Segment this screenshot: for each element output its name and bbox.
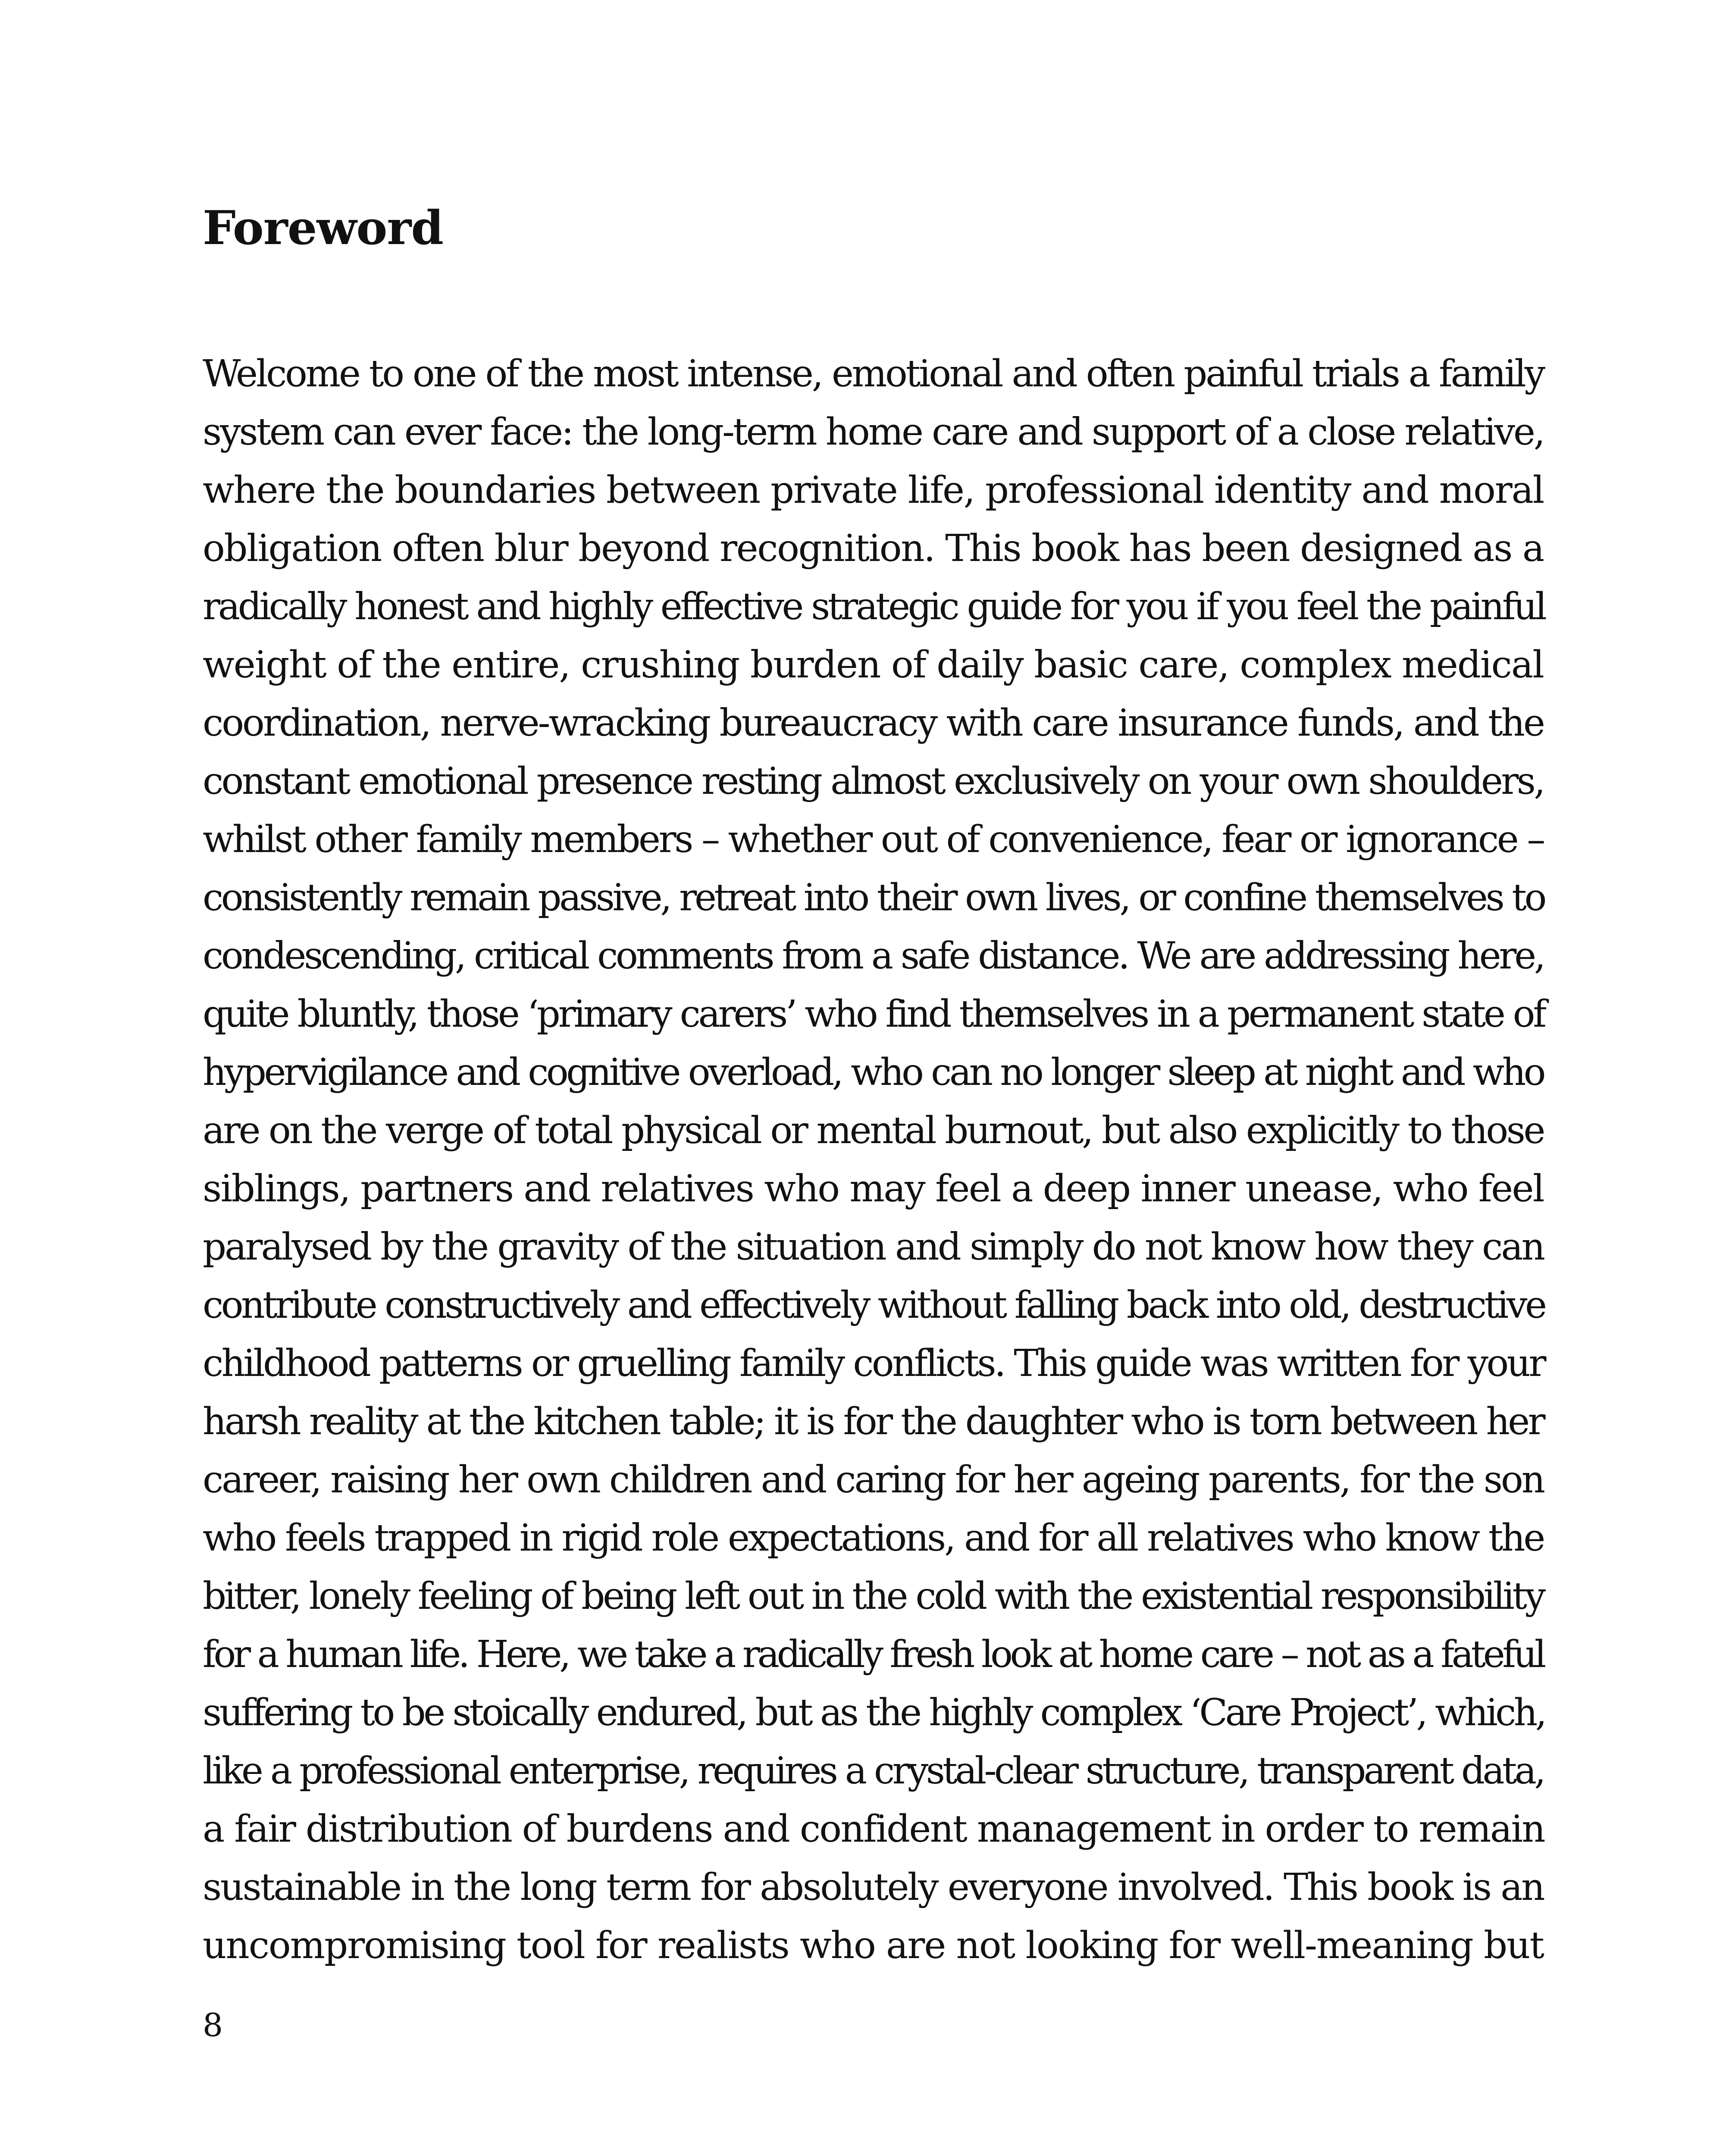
text-line: system can ever face: the long-term home care and support of a close relative, xyxy=(203,411,1544,454)
text-line: paralysed by the gravity of the situation and simply do not know how they can xyxy=(203,1225,1544,1269)
text-line: whilst other family members – whether out of convenience, fear or ignorance – xyxy=(203,818,1544,861)
text-line: condescending, critical comments from a safe distance. We are addressing here, xyxy=(203,934,1544,978)
text-line: radically honest and highly effective strategic guide for you if you feel the painful xyxy=(203,585,1545,628)
text-line: coordination, nerve-wracking bureaucracy with care insurance funds, and the xyxy=(203,702,1544,745)
page-content xyxy=(203,201,1545,1967)
text-line: like a professional enterprise, requires a crystal-clear structure, transparent data, xyxy=(203,1749,1544,1792)
chapter-heading: Foreword xyxy=(203,201,443,255)
text-line: obligation often blur beyond recognition. This book has been designed as a xyxy=(203,527,1544,570)
text-line: sustainable in the long term for absolutely everyone involved. This book is an xyxy=(203,1866,1544,1909)
text-line: contribute constructively and effectively without falling back into old, destructive xyxy=(203,1284,1545,1327)
text-line: are on the verge of total physical or mental burnout, but also explicitly to those xyxy=(203,1109,1544,1152)
text-line: siblings, partners and relatives who may feel a deep inner unease, who feel xyxy=(203,1167,1544,1210)
text-line: constant emotional presence resting almost exclusively on your own shoulders, xyxy=(203,760,1544,803)
text-line: consistently remain passive, retreat into their own lives, or confine themselves to xyxy=(203,876,1544,919)
text-line: quite bluntly, those ‘primary carers’ who find themselves in a permanent state of xyxy=(203,993,1544,1036)
text-line: harsh reality at the kitchen table; it is for the daughter who is torn between her xyxy=(203,1400,1544,1443)
body-paragraph xyxy=(203,345,1544,1975)
text-line: suffering to be stoically endured, but as the highly complex ‘Care Project’, which, xyxy=(203,1691,1545,1734)
text-line: uncompromising tool for realists who are not looking for well-meaning but xyxy=(203,1924,1544,1967)
text-line: career, raising her own children and caring for her ageing parents, for the son xyxy=(203,1458,1544,1501)
text-line: for a human life. Here, we take a radically fresh look at home care – not as a fateful xyxy=(203,1633,1544,1676)
page-number: 8 xyxy=(203,2007,223,2044)
text-line: a fair distribution of burdens and confident management in order to remain xyxy=(203,1808,1544,1851)
text-line: who feels trapped in rigid role expectations, and for all relatives who know the xyxy=(203,1517,1544,1560)
text-line: childhood patterns or gruelling family conflicts. This guide was written for your xyxy=(203,1342,1544,1385)
text-line: Welcome to one of the most intense, emotional and often painful trials a family xyxy=(203,352,1544,395)
text-line: where the boundaries between private life, professional identity and moral xyxy=(203,469,1544,512)
text-line: hypervigilance and cognitive overload, who can no longer sleep at night and who xyxy=(203,1051,1544,1094)
text-line: weight of the entire, crushing burden of daily basic care, complex medical xyxy=(203,643,1544,686)
text-line: bitter, lonely feeling of being left out in the cold with the existential responsibility xyxy=(203,1575,1544,1618)
